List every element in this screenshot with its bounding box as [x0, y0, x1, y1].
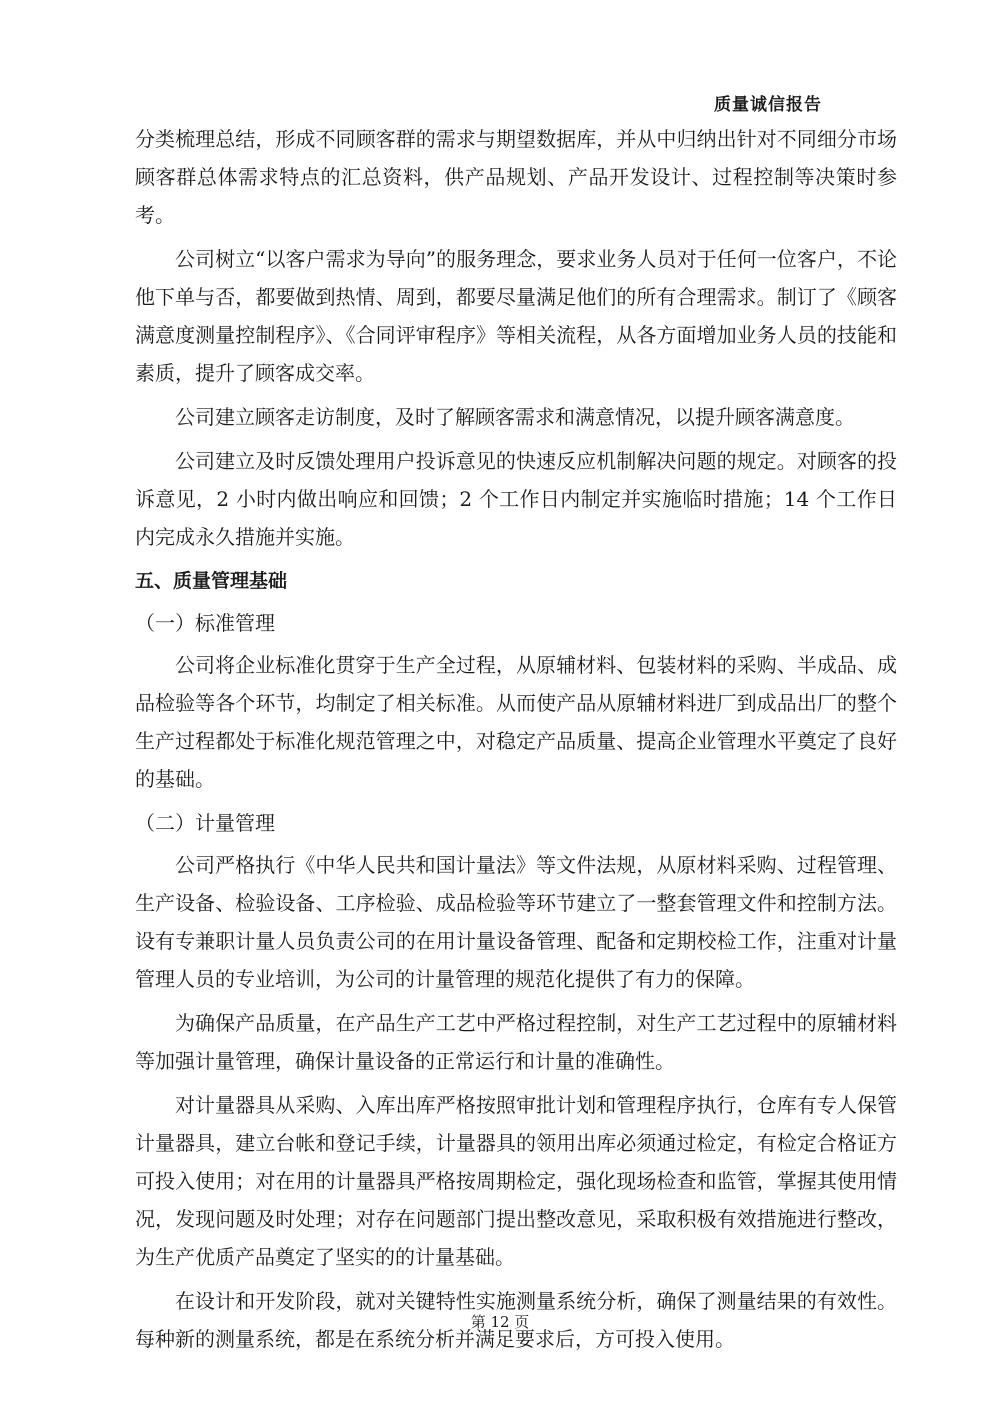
- paragraph: 对计量器具从采购、入库出库严格按照审批计划和管理程序执行，仓库有专人保管计量器具，建立台帐和登记手续，计量器具的领用出库必须通过检定，有检定合格证方可投入使用；对在用的计量器具严格按周期检定，强化现场检查和监管，掌握其使用情况，发现问题及时处理；对存在问题部门提出整改意见，采取积极有效措施进行整改，为生产优质产品奠定了坚实的的计量基础。: [135, 1093, 897, 1269]
- paragraph: 在设计和开发阶段，就对关键特性实施测量系统分析，确保了测量结果的有效性。每种新的测量系统，都是在系统分析并满足要求后，方可投入使用。: [135, 1289, 897, 1351]
- section-heading: 五、质量管理基础: [135, 570, 288, 592]
- page-content: [135, 120, 897, 1364]
- paragraph: 公司严格执行《中华人民共和国计量法》等文件法规，从原材料采购、过程管理、生产设备、检验设备、工序检验、成品检验等环节建立了一整套管理文件和控制方法。设有专兼职计量人员负责公司的在用计量设备管理、配备和定期校检工作，注重对计量管理人员的专业培训，为公司的计量管理的规范化提供了有力的保障。: [135, 853, 897, 991]
- subsection-heading: （二）计量管理: [135, 811, 275, 835]
- paragraph: 分类梳理总结，形成不同顾客群的需求与期望数据库，并从中归纳出针对不同细分市场顾客群总体需求特点的汇总资料，供产品规划、产品开发设计、过程控制等决策时参考。: [135, 127, 897, 227]
- page-number: 第 12 页: [470, 1313, 530, 1331]
- paragraph: 公司将企业标准化贯穿于生产全过程，从原辅材料、包装材料的采购、半成品、成品检验等各个环节，均制定了相关标准。从而使产品从原辅材料进厂到成品出厂的整个生产过程都处于标准化规范管理之中，对稳定产品质量、提高企业管理水平奠定了良好的基础。: [135, 653, 897, 791]
- report-header-title: 质量诚信报告: [714, 95, 822, 115]
- subsection-heading: （一）标准管理: [135, 611, 275, 635]
- paragraph: 公司树立“以客户需求为导向”的服务理念，要求业务人员对于任何一位客户，不论他下单与否，都要做到热情、周到，都要尽量满足他们的所有合理需求。制订了《顾客满意度测量控制程序》、《合同评审程序》等相关流程，从各方面增加业务人员的技能和素质，提升了顾客成交率。: [135, 247, 897, 385]
- paragraph: 公司建立及时反馈处理用户投诉意见的快速反应机制解决问题的规定。对顾客的投诉意见，2 小时内做出响应和回馈；2 个工作日内制定并实施临时措施；14 个工作日内完成永久措施并实施。: [135, 449, 897, 549]
- paragraph: 公司建立顾客走访制度，及时了解顾客需求和满意情况，以提升顾客满意度。: [175, 405, 855, 429]
- paragraph: 为确保产品质量，在产品生产工艺中严格过程控制，对生产工艺过程中的原辅材料等加强计量管理，确保计量设备的正常运行和计量的准确性。: [135, 1011, 897, 1073]
